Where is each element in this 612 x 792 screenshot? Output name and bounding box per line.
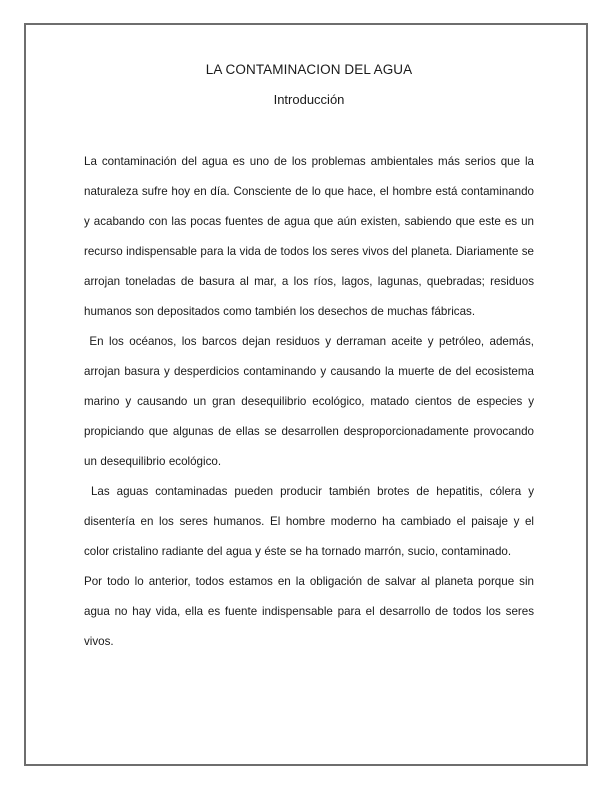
body-text [84, 147, 538, 657]
document-content [84, 55, 538, 657]
section-heading-introduccion: Introducción [273, 92, 345, 107]
paragraph-4: Por todo lo anterior, todos estamos en la obligación de salvar al planeta porque sin agua no hay vida, ella es fuente indispensable para el desarrollo de todos los seres vivos. [84, 575, 538, 648]
paragraph-2: En los océanos, los barcos dejan residuos y derraman aceite y petróleo, además, arrojan basura y desperdicios contaminando y causando la muerte de del ecosistema marino y causando un gran desequilibrio ecológico, matado cientos de especies y propiciando que algunas de ellas se desarrollen desproporcionadamente provocando un desequilibrio ecológico. [84, 335, 538, 468]
page-title: LA CONTAMINACION DEL AGUA [205, 62, 413, 77]
paragraph-1: La contaminación del agua es uno de los problemas ambientales más serios que la naturaleza sufre hoy en día. Consciente de lo que hace, el hombre está contaminando y acabando con las pocas fuentes de agua que aún existen, sabiendo que este es un recurso indispensable para la vida de todos los seres vivos del planeta. Diariamente se arrojan toneladas de basura al mar, a los ríos, lagos, lagunas, quebradas; residuos humanos son depositados como también los desechos de muchas fábricas. [84, 155, 538, 318]
paragraph-3: Las aguas contaminadas pueden producir también brotes de hepatitis, cólera y disentería en los seres humanos. El hombre moderno ha cambiado el paisaje y el color cristalino radiante del agua y éste se ha tornado marrón, sucio, contaminado. [84, 485, 538, 558]
